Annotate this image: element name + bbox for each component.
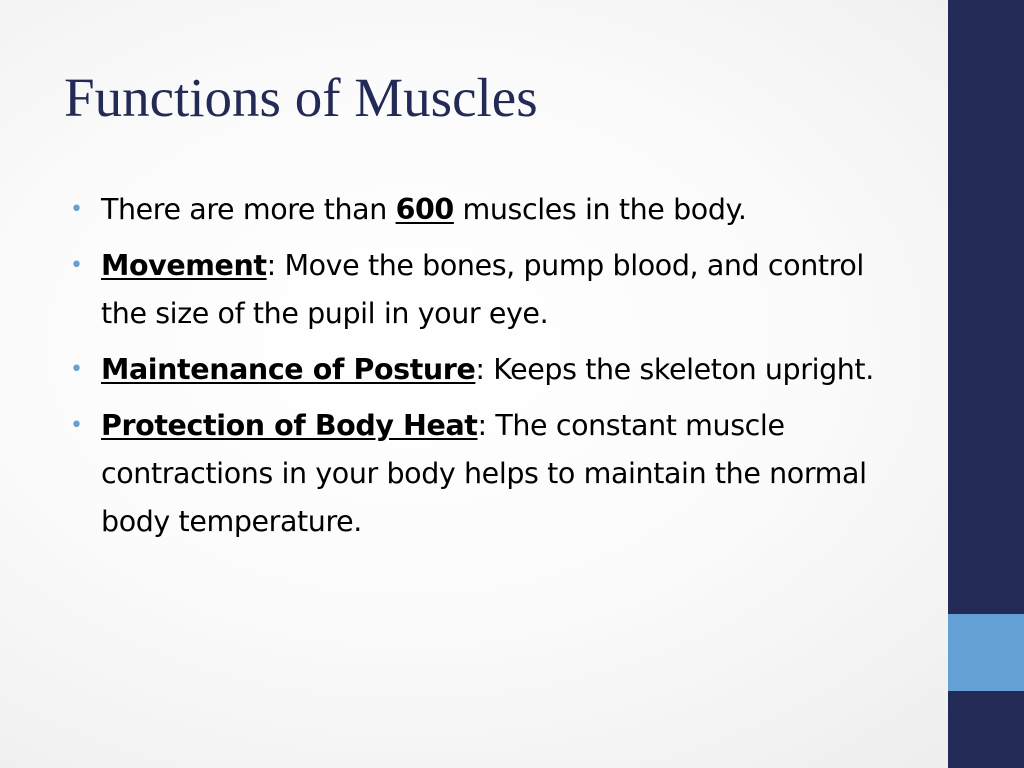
bullet-dot-icon: • xyxy=(70,253,83,278)
bullet-term: Protection of Body Heat xyxy=(101,409,478,442)
bullet-dot-icon: • xyxy=(70,357,83,382)
bullet-list xyxy=(70,186,890,554)
bullet-text-post: : Move the bones, pump blood, and control the size of the pupil in your eye. xyxy=(101,249,864,330)
bullet-text-post: : Keeps the skeleton upright. xyxy=(475,353,874,386)
bullet-dot-icon: • xyxy=(70,413,83,438)
bullet-term: Movement xyxy=(101,249,267,282)
side-bar-accent-decoration xyxy=(948,614,1024,691)
bullet-item-posture xyxy=(70,346,890,394)
bullet-item-body-heat xyxy=(70,402,890,546)
bullet-dot-icon: • xyxy=(70,197,83,222)
bullet-text-post: : The constant muscle contractions in your body helps to maintain the normal body temperature. xyxy=(101,409,867,538)
bullet-text-pre: There are more than xyxy=(101,193,396,226)
bullet-term: Maintenance of Posture xyxy=(101,353,476,386)
bullet-text-post: muscles in the body. xyxy=(453,193,747,226)
bullet-item-movement xyxy=(70,242,890,338)
bullet-item-muscle-count xyxy=(70,186,890,234)
slide-title: Functions of Muscles xyxy=(64,67,538,128)
bullet-term: 600 xyxy=(395,193,454,226)
